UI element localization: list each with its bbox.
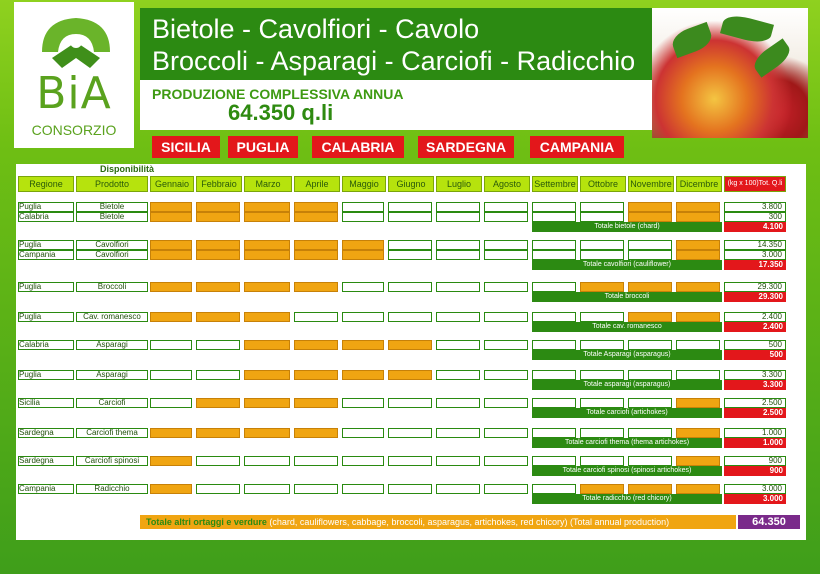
cell-quantity: 500	[724, 340, 786, 350]
cell-region: Sicilia	[18, 398, 74, 408]
month-availability-cell	[628, 456, 672, 466]
month-availability-cell	[628, 240, 672, 250]
month-availability-cell	[580, 282, 624, 292]
cell-product: Asparagi	[76, 370, 148, 380]
group-total-value: 17.350	[724, 260, 786, 270]
column-header: Settembre	[532, 176, 578, 192]
group-total-label: Totale carciofi spinosi (spinosi artichokes)	[532, 466, 722, 476]
month-availability-cell	[388, 340, 432, 350]
region-tag: PUGLIA	[228, 136, 298, 158]
group-total-label: Totale carciofi thema (thema artichokes)	[532, 438, 722, 448]
month-availability-cell	[196, 212, 240, 222]
month-availability-cell	[388, 428, 432, 438]
cell-quantity: 2.500	[724, 398, 786, 408]
cell-product: Broccoli	[76, 282, 148, 292]
group-total-value: 1.000	[724, 438, 786, 448]
column-header: (kg x 100)Tot. Q.li	[724, 176, 786, 192]
month-availability-cell	[150, 212, 192, 222]
month-availability-cell	[150, 250, 192, 260]
cell-product: Cavolfiori	[76, 240, 148, 250]
month-availability-cell	[294, 370, 338, 380]
column-header: Agosto	[484, 176, 530, 192]
month-availability-cell	[244, 370, 290, 380]
group-total-value: 3.000	[724, 494, 786, 504]
month-availability-cell	[580, 340, 624, 350]
month-availability-cell	[196, 202, 240, 212]
month-availability-cell	[244, 202, 290, 212]
group-total-label: Totale asparagi (asparagus)	[532, 380, 722, 390]
month-availability-cell	[150, 484, 192, 494]
group-total-label: Totale broccoli	[532, 292, 722, 302]
region-tag: SARDEGNA	[418, 136, 514, 158]
month-availability-cell	[342, 250, 384, 260]
logo-subtitle: CONSORZIO	[31, 122, 117, 138]
grand-total-bold: Totale altri ortaggi e verdure	[146, 517, 267, 527]
availability-table	[16, 164, 806, 540]
production-label: PRODUZIONE COMPLESSIVA ANNUA	[152, 86, 404, 102]
month-availability-cell	[628, 484, 672, 494]
month-availability-cell	[628, 340, 672, 350]
cell-region: Calabria	[18, 340, 74, 350]
month-availability-cell	[244, 398, 290, 408]
month-availability-cell	[532, 250, 576, 260]
month-availability-cell	[484, 282, 528, 292]
cell-region: Puglia	[18, 202, 74, 212]
cell-quantity: 14.350	[724, 240, 786, 250]
column-header: Dicembre	[676, 176, 722, 192]
month-availability-cell	[196, 312, 240, 322]
logo-title: BiA	[36, 68, 112, 119]
cell-product: Radicchio	[76, 484, 148, 494]
month-availability-cell	[580, 212, 624, 222]
cell-region: Campania	[18, 484, 74, 494]
cell-quantity: 3.000	[724, 250, 786, 260]
month-availability-cell	[676, 240, 720, 250]
month-availability-cell	[150, 370, 192, 380]
month-availability-cell	[436, 212, 480, 222]
column-header: Marzo	[244, 176, 292, 192]
month-availability-cell	[342, 398, 384, 408]
month-availability-cell	[294, 484, 338, 494]
month-availability-cell	[484, 456, 528, 466]
month-availability-cell	[388, 202, 432, 212]
cell-product: Bietole	[76, 212, 148, 222]
group-total-value: 2.500	[724, 408, 786, 418]
month-availability-cell	[436, 398, 480, 408]
month-availability-cell	[388, 282, 432, 292]
cell-region: Campania	[18, 250, 74, 260]
month-availability-cell	[150, 282, 192, 292]
column-header: Maggio	[342, 176, 386, 192]
group-total-label: Totale Asparagi (asparagus)	[532, 350, 722, 360]
month-availability-cell	[196, 240, 240, 250]
column-header: Giugno	[388, 176, 434, 192]
month-availability-cell	[150, 428, 192, 438]
production-value: 64.350 q.li	[228, 100, 334, 125]
month-availability-cell	[388, 484, 432, 494]
month-availability-cell	[580, 250, 624, 260]
month-availability-cell	[150, 398, 192, 408]
group-total-label: Totale bietole (chard)	[532, 222, 722, 232]
month-availability-cell	[436, 428, 480, 438]
month-availability-cell	[628, 398, 672, 408]
month-availability-cell	[676, 456, 720, 466]
group-total-value: 2.400	[724, 322, 786, 332]
cell-region: Puglia	[18, 370, 74, 380]
cell-product: Carciofi spinosi	[76, 456, 148, 466]
group-total-value: 3.300	[724, 380, 786, 390]
cell-quantity: 3.000	[724, 484, 786, 494]
month-availability-cell	[580, 456, 624, 466]
month-availability-cell	[484, 398, 528, 408]
month-availability-cell	[436, 484, 480, 494]
month-availability-cell	[342, 456, 384, 466]
header-banner	[140, 8, 660, 80]
cell-region: Puglia	[18, 312, 74, 322]
month-availability-cell	[580, 240, 624, 250]
month-availability-cell	[676, 250, 720, 260]
month-availability-cell	[580, 428, 624, 438]
month-availability-cell	[484, 340, 528, 350]
month-availability-cell	[294, 456, 338, 466]
cell-product: Asparagi	[76, 340, 148, 350]
month-availability-cell	[484, 484, 528, 494]
month-availability-cell	[244, 428, 290, 438]
cell-quantity: 300	[724, 212, 786, 222]
grand-total-description: (chard, cauliflowers, cabbage, broccoli, asparagus, artichokes, red chicory) (Total annual production)	[266, 517, 670, 527]
month-availability-cell	[388, 212, 432, 222]
header-line-2: Broccoli - Asparagi - Carciofi - Radicchio	[152, 46, 636, 76]
month-availability-cell	[342, 240, 384, 250]
month-availability-cell	[676, 398, 720, 408]
month-availability-cell	[580, 370, 624, 380]
logo	[14, 2, 134, 148]
month-availability-cell	[532, 202, 576, 212]
month-availability-cell	[436, 250, 480, 260]
month-availability-cell	[580, 312, 624, 322]
group-total-value: 4.100	[724, 222, 786, 232]
month-availability-cell	[628, 250, 672, 260]
grand-total-label	[140, 515, 736, 529]
group-total-label: Totale cavolfiori (cauliflower)	[532, 260, 722, 270]
month-availability-cell	[342, 202, 384, 212]
column-header: Ottobre	[580, 176, 626, 192]
month-availability-cell	[196, 484, 240, 494]
cell-product: Bietole	[76, 202, 148, 212]
month-availability-cell	[628, 282, 672, 292]
group-total-value: 900	[724, 466, 786, 476]
month-availability-cell	[676, 312, 720, 322]
month-availability-cell	[244, 312, 290, 322]
month-availability-cell	[294, 312, 338, 322]
month-availability-cell	[342, 282, 384, 292]
column-header: Gennaio	[150, 176, 194, 192]
production-box	[140, 80, 660, 130]
column-header: Febbraio	[196, 176, 242, 192]
month-availability-cell	[532, 398, 576, 408]
handshake-icon	[32, 12, 120, 74]
month-availability-cell	[244, 340, 290, 350]
month-availability-cell	[532, 240, 576, 250]
month-availability-cell	[532, 282, 576, 292]
vegetables-photo	[652, 8, 808, 138]
region-tag: CAMPANIA	[530, 136, 624, 158]
group-total-value: 29.300	[724, 292, 786, 302]
month-availability-cell	[294, 250, 338, 260]
month-availability-cell	[196, 428, 240, 438]
month-availability-cell	[150, 340, 192, 350]
grand-total-value: 64.350	[738, 515, 800, 529]
month-availability-cell	[628, 312, 672, 322]
month-availability-cell	[342, 370, 384, 380]
month-availability-cell	[388, 250, 432, 260]
month-availability-cell	[150, 240, 192, 250]
month-availability-cell	[580, 202, 624, 212]
month-availability-cell	[342, 312, 384, 322]
month-availability-cell	[484, 428, 528, 438]
month-availability-cell	[196, 250, 240, 260]
month-availability-cell	[294, 282, 338, 292]
month-availability-cell	[342, 340, 384, 350]
month-availability-cell	[628, 212, 672, 222]
month-availability-cell	[676, 340, 720, 350]
cell-quantity: 3.800	[724, 202, 786, 212]
cell-region: Sardegna	[18, 428, 74, 438]
month-availability-cell	[244, 250, 290, 260]
month-availability-cell	[628, 202, 672, 212]
region-tag: CALABRIA	[312, 136, 404, 158]
column-header: Regione	[18, 176, 74, 192]
month-availability-cell	[294, 398, 338, 408]
month-availability-cell	[532, 428, 576, 438]
cell-product: Carciofi	[76, 398, 148, 408]
month-availability-cell	[196, 282, 240, 292]
month-availability-cell	[388, 398, 432, 408]
cell-product: Carciofi thema	[76, 428, 148, 438]
month-availability-cell	[676, 202, 720, 212]
month-availability-cell	[484, 212, 528, 222]
month-availability-cell	[196, 340, 240, 350]
cell-quantity: 1.000	[724, 428, 786, 438]
month-availability-cell	[676, 428, 720, 438]
group-total-label: Totale radicchio (red chicory)	[532, 494, 722, 504]
month-availability-cell	[532, 212, 576, 222]
cell-region: Puglia	[18, 240, 74, 250]
month-availability-cell	[388, 370, 432, 380]
month-availability-cell	[244, 282, 290, 292]
month-availability-cell	[436, 282, 480, 292]
month-availability-cell	[532, 312, 576, 322]
month-availability-cell	[532, 370, 576, 380]
column-header: Aprile	[294, 176, 340, 192]
cell-quantity: 29.300	[724, 282, 786, 292]
month-availability-cell	[484, 312, 528, 322]
month-availability-cell	[150, 456, 192, 466]
month-availability-cell	[196, 456, 240, 466]
month-availability-cell	[150, 312, 192, 322]
month-availability-cell	[388, 312, 432, 322]
month-availability-cell	[676, 484, 720, 494]
header-line-1: Bietole - Cavolfiori - Cavolo	[152, 14, 480, 44]
month-availability-cell	[294, 428, 338, 438]
month-availability-cell	[388, 456, 432, 466]
month-availability-cell	[244, 484, 290, 494]
cell-quantity: 3.300	[724, 370, 786, 380]
cell-quantity: 900	[724, 456, 786, 466]
month-availability-cell	[532, 456, 576, 466]
availability-label: Disponibilità	[100, 164, 154, 174]
month-availability-cell	[294, 212, 338, 222]
month-availability-cell	[436, 370, 480, 380]
month-availability-cell	[676, 282, 720, 292]
month-availability-cell	[532, 340, 576, 350]
month-availability-cell	[532, 484, 576, 494]
column-header: Novembre	[628, 176, 674, 192]
month-availability-cell	[484, 370, 528, 380]
month-availability-cell	[484, 250, 528, 260]
group-total-label: Totale cav. romanesco	[532, 322, 722, 332]
month-availability-cell	[196, 398, 240, 408]
month-availability-cell	[150, 202, 192, 212]
cell-product: Cavolfiori	[76, 250, 148, 260]
month-availability-cell	[676, 370, 720, 380]
month-availability-cell	[484, 240, 528, 250]
month-availability-cell	[436, 456, 480, 466]
month-availability-cell	[342, 212, 384, 222]
group-total-value: 500	[724, 350, 786, 360]
cell-region: Calabria	[18, 212, 74, 222]
cell-product: Cav. romanesco	[76, 312, 148, 322]
cell-region: Puglia	[18, 282, 74, 292]
month-availability-cell	[294, 202, 338, 212]
month-availability-cell	[342, 428, 384, 438]
month-availability-cell	[436, 240, 480, 250]
month-availability-cell	[484, 202, 528, 212]
month-availability-cell	[436, 340, 480, 350]
month-availability-cell	[196, 370, 240, 380]
month-availability-cell	[436, 202, 480, 212]
cell-quantity: 2.400	[724, 312, 786, 322]
month-availability-cell	[294, 340, 338, 350]
month-availability-cell	[628, 428, 672, 438]
month-availability-cell	[676, 212, 720, 222]
month-availability-cell	[388, 240, 432, 250]
month-availability-cell	[244, 456, 290, 466]
month-availability-cell	[342, 484, 384, 494]
month-availability-cell	[580, 484, 624, 494]
group-total-label: Totale carciofi (artichokes)	[532, 408, 722, 418]
month-availability-cell	[294, 240, 338, 250]
region-tag: SICILIA	[152, 136, 220, 158]
month-availability-cell	[244, 212, 290, 222]
month-availability-cell	[628, 370, 672, 380]
month-availability-cell	[580, 398, 624, 408]
month-availability-cell	[244, 240, 290, 250]
month-availability-cell	[436, 312, 480, 322]
column-header: Prodotto	[76, 176, 148, 192]
cell-region: Sardegna	[18, 456, 74, 466]
column-header: Luglio	[436, 176, 482, 192]
